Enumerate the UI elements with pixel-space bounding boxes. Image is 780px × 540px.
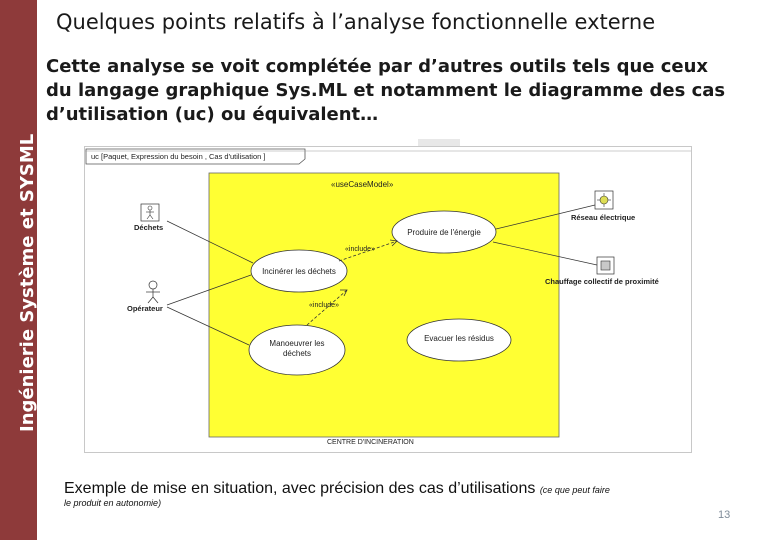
actor-chauffage-icon — [597, 257, 614, 274]
slide-title: Quelques points relatifs à l’analyse fonctionnelle externe — [56, 10, 656, 34]
system-stereotype: «useCaseModel» — [331, 180, 394, 189]
caption-main: Exemple de mise en situation, avec précision des cas d’utilisations — [64, 480, 536, 497]
include-label-1: «include» — [345, 246, 375, 253]
use-case-diagram — [84, 146, 692, 453]
system-name: CENTRE D'INCINERATION — [327, 439, 414, 446]
page-number: 13 — [718, 509, 731, 521]
usecase-manoeuvrer-label-1: Manoeuvrer les — [269, 339, 325, 348]
usecase-evacuer-label: Evacuer les résidus — [424, 334, 494, 343]
actor-operateur-icon — [146, 281, 160, 303]
caption-small-2: le produit en autonomie) — [64, 498, 162, 508]
caption — [64, 479, 704, 500]
sidebar-band — [0, 0, 37, 540]
intro-paragraph: Cette analyse se voit complétée par d’autres outils tels que ceux du langage graphique Sys.ML et notamment le diagramme des cas d’utilisation (uc) ou équivalent… — [46, 56, 726, 125]
include-label-2: «include» — [309, 302, 339, 309]
usecase-manoeuvrer-label-2: déchets — [282, 349, 312, 358]
actor-dechets-label: Déchets — [134, 223, 164, 232]
diagram-header: uc [Paquet, Expression du besoin , Cas d'utilisation ] — [91, 152, 266, 161]
actor-dechets-icon — [141, 204, 159, 221]
sidebar-title: Ingénierie Système et SYSML — [17, 133, 38, 432]
actor-reseau-label: Réseau électrique — [571, 213, 636, 222]
actor-operateur-label: Opérateur — [127, 304, 163, 313]
actor-reseau-icon — [595, 191, 613, 209]
diagram-canvas — [85, 147, 691, 452]
usecase-produire-label: Produire de l'énergie — [407, 228, 481, 237]
usecase-incinerer-label: Incinérer les déchets — [262, 267, 336, 276]
actor-chauffage-label: Chauffage collectif de proximité — [545, 277, 659, 286]
system-boundary — [209, 173, 559, 437]
caption-small-1: (ce que peut faire — [539, 485, 610, 495]
